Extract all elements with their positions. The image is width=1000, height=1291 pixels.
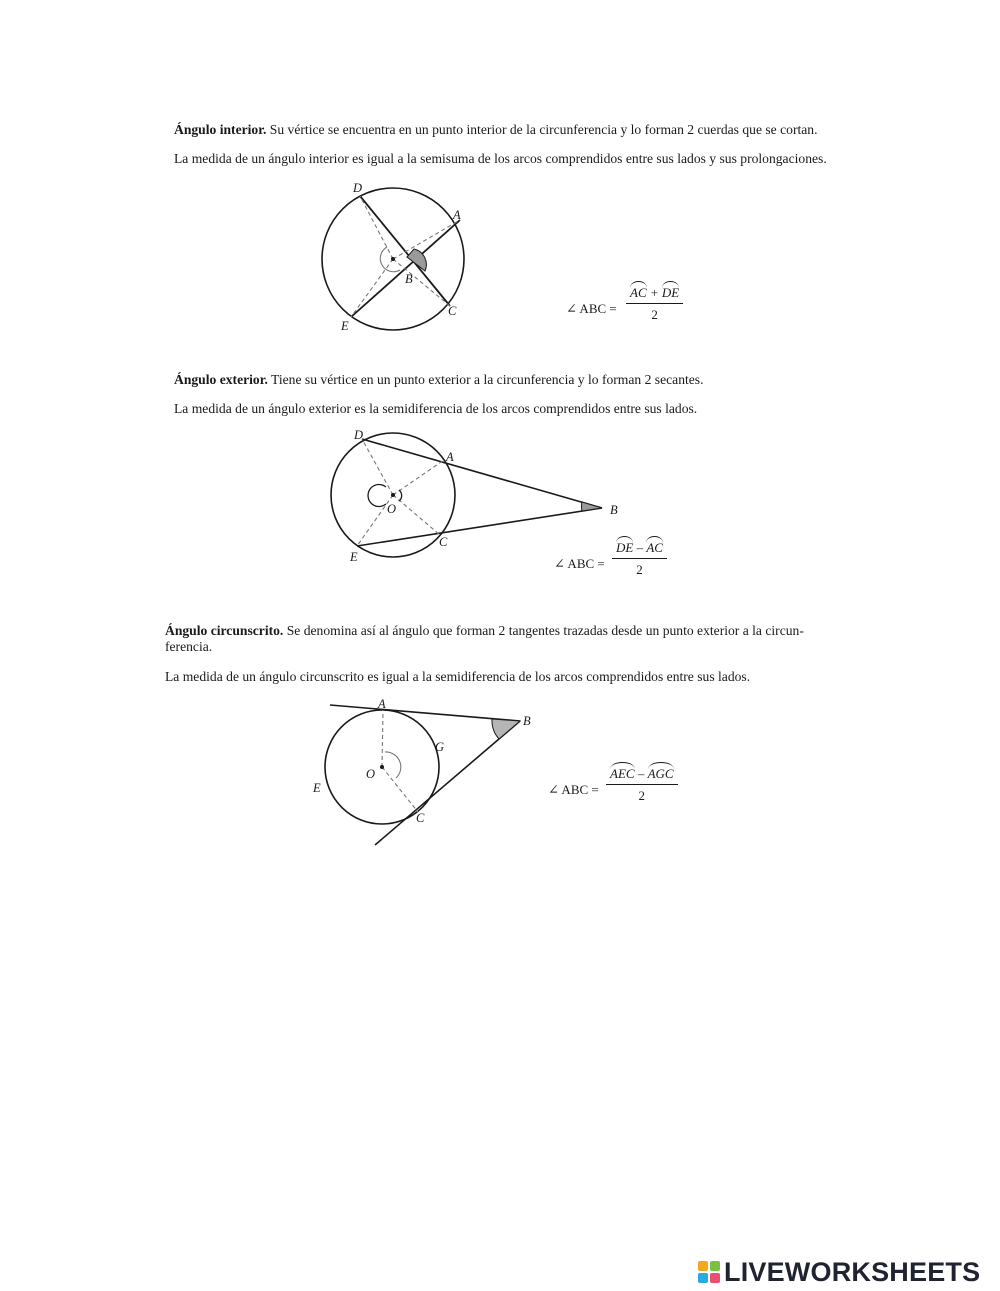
exterior-angle-figure	[320, 425, 630, 570]
interior-definition	[174, 121, 817, 138]
central-arc-small	[399, 490, 402, 501]
formula-denominator: 2	[638, 788, 646, 803]
interior-angle-figure	[300, 178, 490, 343]
central-arc	[380, 247, 400, 272]
exterior-rule: La medida de un ángulo exterior es la semidiferencia de los arcos comprendidos entre sus lados.	[174, 401, 698, 416]
label-c: C	[439, 535, 448, 549]
label-o: O	[366, 767, 376, 781]
center-point	[391, 257, 395, 261]
fraction-bar	[606, 784, 678, 785]
formula-operator: –	[634, 766, 648, 781]
brand-square	[710, 1261, 720, 1271]
formula-numerator	[606, 766, 678, 782]
arc-agc: AGC	[647, 766, 674, 781]
label-e: E	[313, 781, 321, 795]
label-o: O	[387, 502, 397, 516]
interior-text: Su vértice se encuentra en un punto interior de la circunferencia y lo forman 2 cuerdas que se cortan.	[266, 122, 818, 137]
label-c: C	[448, 304, 457, 318]
circumscribed-definition-cont: ferencia.	[165, 639, 213, 654]
label-e: E	[341, 319, 349, 333]
label-a: A	[378, 697, 386, 711]
label-d: D	[354, 428, 364, 442]
tangent-ba	[330, 705, 520, 721]
exterior-heading: Ángulo exterior.	[174, 372, 268, 387]
formula-operator: +	[646, 285, 662, 300]
interior-heading: Ángulo interior.	[174, 122, 267, 137]
formula-lhs: ∠ ABC =	[548, 782, 599, 797]
formula-numerator	[612, 540, 667, 556]
radius-oa	[393, 220, 460, 259]
center-point	[380, 765, 384, 769]
label-b: B	[610, 503, 618, 517]
formula-numerator	[626, 285, 683, 301]
central-arc-large	[368, 485, 386, 507]
formula-lhs: ∠ ABC =	[554, 556, 605, 571]
radius-oe	[351, 259, 393, 317]
label-b: B	[405, 272, 413, 286]
arc-de: DE	[616, 540, 634, 555]
secant-bd	[362, 439, 602, 508]
radius-oa	[393, 460, 444, 495]
fraction-bar	[626, 303, 683, 304]
label-e: E	[350, 550, 358, 564]
exterior-definition	[174, 371, 704, 388]
radius-od	[360, 196, 393, 259]
chord-dc	[360, 196, 450, 306]
center-point	[391, 493, 395, 497]
radius-oa	[382, 710, 383, 767]
brand-square	[710, 1273, 720, 1283]
formula-denominator: 2	[636, 562, 643, 577]
arc-aec: AEC	[610, 766, 635, 781]
formula-operator: –	[633, 540, 647, 555]
tangent-bc	[375, 721, 520, 845]
label-a: A	[446, 450, 454, 464]
label-c: C	[416, 811, 425, 825]
circumscribed-rule: La medida de un ángulo circunscrito es igual a la semidiferencia de los arcos comprendidos entre sus lados.	[165, 669, 751, 684]
label-g: G	[435, 740, 445, 754]
circumscribed-heading: Ángulo circunscrito.	[165, 623, 284, 638]
brand-text: LIVEWORKSHEETS	[724, 1256, 981, 1287]
arc-de: DE	[661, 285, 680, 300]
brand-mark-icon	[698, 1261, 720, 1283]
circumscribed-definition	[165, 622, 804, 639]
label-b: B	[523, 714, 531, 728]
circumscribed-text: Se denomina así al ángulo que forman 2 tangentes trazadas desde un punto exterior a la circun-	[283, 623, 804, 638]
angle-abc-marker	[492, 719, 520, 739]
fraction-bar	[612, 558, 667, 559]
circumscribed-angle-figure	[305, 695, 545, 850]
brand-square	[698, 1273, 708, 1283]
liveworksheets-logo	[698, 1258, 980, 1286]
formula-fraction	[626, 285, 683, 323]
chord-ea	[351, 220, 460, 317]
brand-square	[698, 1261, 708, 1271]
interior-rule: La medida de un ángulo interior es igual a la semisuma de los arcos comprendidos entre sus lados y sus prolongaciones.	[174, 151, 827, 166]
formula-lhs: ∠ ABC =	[566, 301, 617, 316]
arc-ac: AC	[646, 540, 663, 555]
formula-denominator: 2	[651, 307, 658, 322]
label-d: D	[353, 181, 363, 195]
exterior-text: Tiene su vértice en un punto exterior a la circunferencia y lo forman 2 secantes.	[267, 372, 704, 387]
radius-oc	[393, 495, 440, 535]
label-a: A	[453, 208, 461, 222]
radius-oc	[382, 767, 418, 812]
formula-fraction	[606, 766, 678, 804]
arc-ac: AC	[630, 285, 647, 300]
formula-fraction	[612, 540, 667, 578]
